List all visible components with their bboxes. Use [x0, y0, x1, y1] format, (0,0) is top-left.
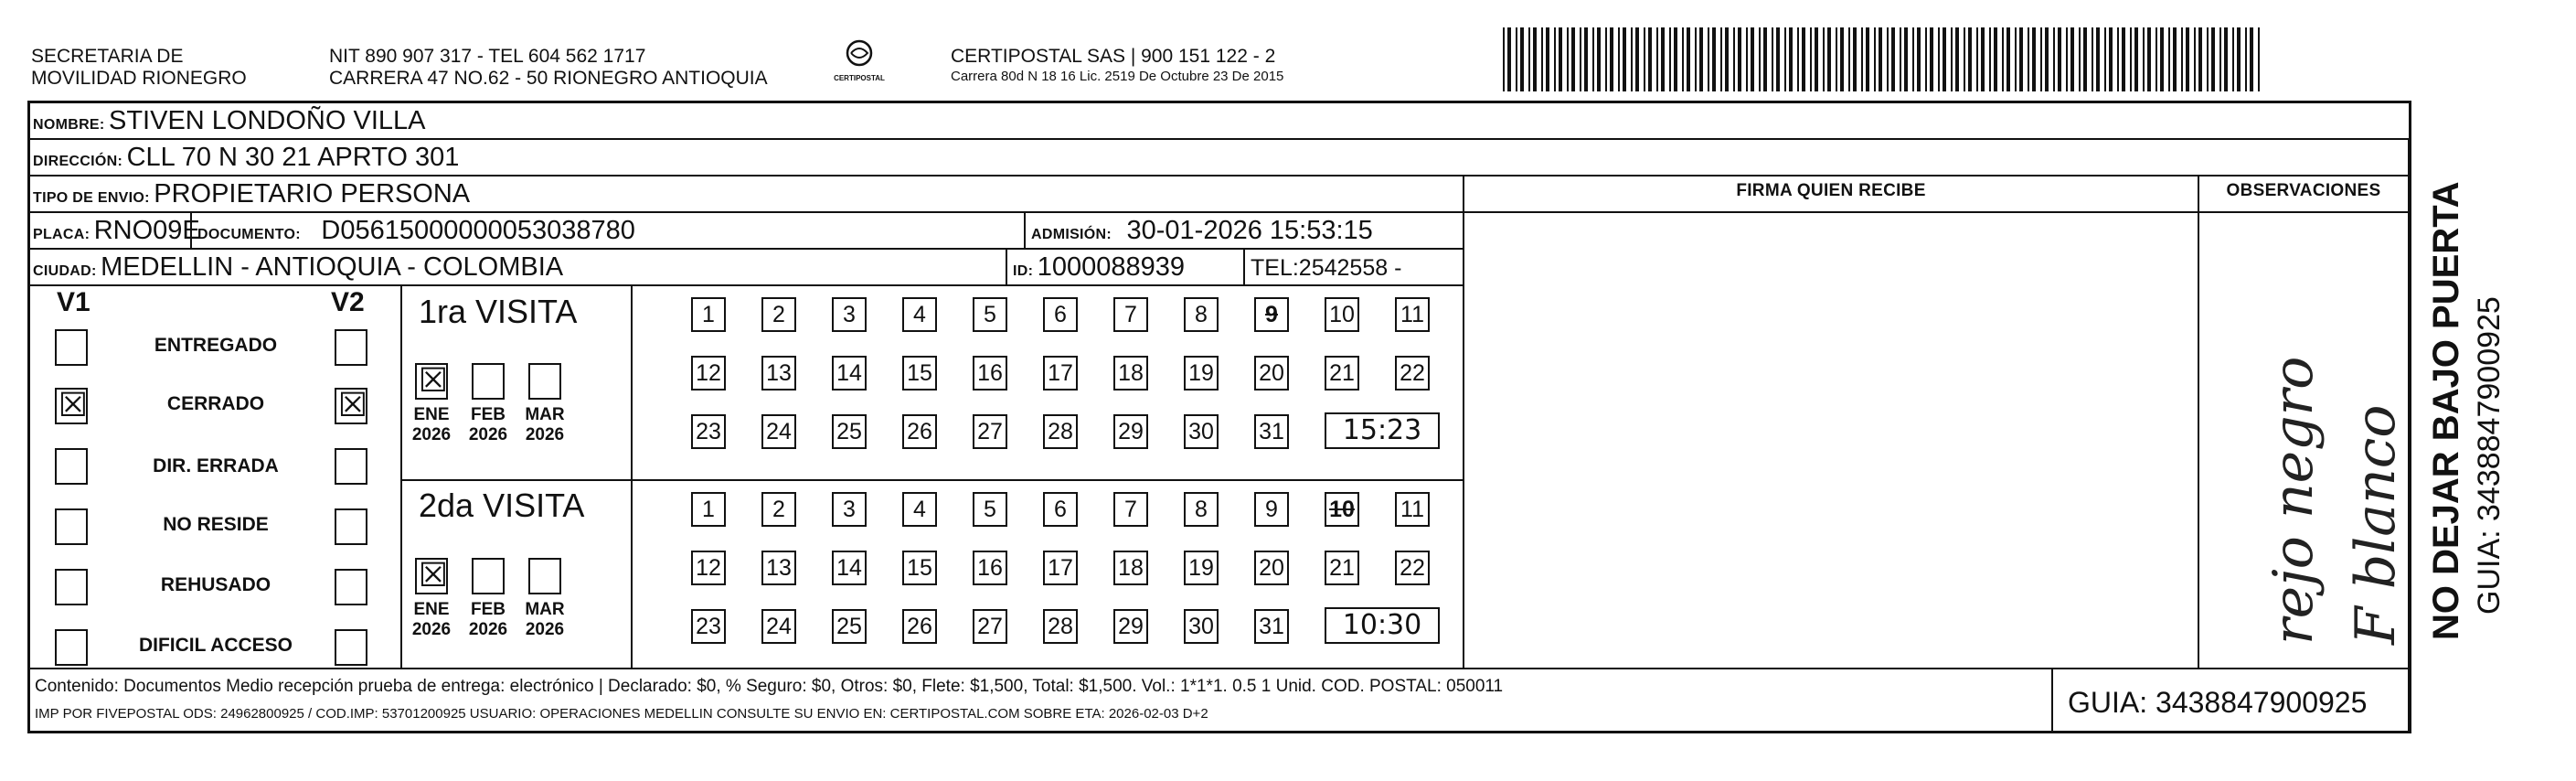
- documento-value: D05615000000053038780: [321, 216, 635, 245]
- barcode-bar: [1687, 27, 1690, 91]
- barcode-bar: [1661, 27, 1665, 91]
- status-label: REHUSADO: [160, 574, 271, 595]
- carrier-info: [951, 46, 1283, 85]
- nombre-value: STIVEN LONDOÑO VILLA: [109, 106, 426, 135]
- barcode-bar: [2122, 27, 2125, 91]
- no-dejar-warning: NO DEJAR BAJO PUERTA: [2426, 181, 2466, 640]
- barcode-bar: [1554, 27, 1556, 91]
- v2-status-checkbox[interactable]: [335, 329, 367, 366]
- direccion-row: [33, 143, 459, 173]
- visit2-day-box[interactable]: 2: [761, 492, 796, 527]
- barcode-bar: [1891, 27, 1895, 91]
- barcode-bar: [1951, 27, 1953, 91]
- tipo-envio-value: PROPIETARIO PERSONA: [154, 179, 471, 209]
- barcode-bar: [1904, 27, 1908, 91]
- visit1-day-box[interactable]: 5: [973, 297, 1007, 332]
- id-field: [1013, 252, 1185, 283]
- visit2-day-box[interactable]: 20: [1254, 551, 1289, 585]
- visit2-month-label: [517, 600, 572, 640]
- visit1-day-box[interactable]: 21: [1325, 356, 1359, 390]
- barcode-bar: [2028, 27, 2029, 91]
- barcode-bar: [1789, 27, 1793, 91]
- month-name: FEB: [471, 405, 506, 424]
- barcode-bar: [2186, 27, 2189, 91]
- visit1-day-box[interactable]: 27: [973, 414, 1007, 449]
- visit2-day-box[interactable]: 1: [691, 492, 726, 527]
- barcode-bar: [1520, 27, 1524, 91]
- barcode-bar: [1802, 27, 1805, 91]
- visit1-day-box[interactable]: 2: [761, 297, 796, 332]
- ciudad-value: MEDELLIN - ANTIOQUIA - COLOMBIA: [101, 252, 564, 282]
- barcode-bar: [1644, 27, 1645, 91]
- visit2-day-box[interactable]: 5: [973, 492, 1007, 527]
- barcode-bar: [1981, 27, 1985, 91]
- visit2-day-box[interactable]: 28: [1043, 609, 1078, 644]
- barcode-bar: [1994, 27, 1997, 91]
- barcode-bar: [1567, 27, 1569, 91]
- barcode-bar: [2156, 27, 2157, 91]
- tipo-envio-label: TIPO DE ENVIO:: [33, 190, 150, 206]
- visit1-day-box[interactable]: 20: [1254, 356, 1289, 390]
- visit2-day-box[interactable]: 29: [1113, 609, 1148, 644]
- visit1-day-box[interactable]: 6: [1043, 297, 1078, 332]
- visit2-day-box[interactable]: 12: [691, 551, 726, 585]
- visit2-month-checkbox[interactable]: [528, 558, 561, 594]
- barcode-bar: [2198, 27, 2202, 91]
- barcode-bar: [1955, 27, 1959, 91]
- barcode-bar: [1546, 27, 1549, 91]
- barcode-bar: [1669, 27, 1671, 91]
- barcode-bar: [1751, 27, 1754, 91]
- barcode-bar: [2219, 27, 2221, 91]
- barcode-bar: [2109, 27, 2113, 91]
- visit1-month-label: [517, 405, 572, 445]
- barcode-bar: [1592, 27, 1594, 91]
- placa-field: [33, 216, 200, 246]
- visit1-day-box[interactable]: 17: [1043, 356, 1078, 390]
- sender-name-line-2: MOVILIDAD RIONEGRO: [31, 68, 247, 89]
- barcode-bar: [2224, 27, 2228, 91]
- direccion-value: CLL 70 N 30 21 APRTO 301: [126, 143, 460, 172]
- barcode-bar: [1738, 27, 1741, 91]
- handwritten-observation-2: F blanco: [2344, 404, 2408, 645]
- sender-address: CARRERA 47 NO.62 - 50 RIONEGRO ANTIOQUIA: [329, 68, 768, 89]
- barcode-bar: [1648, 27, 1652, 91]
- visit1-month-label: [461, 405, 516, 445]
- barcode-bar: [1874, 27, 1876, 91]
- visit1-month-checkbox[interactable]: [472, 363, 505, 400]
- visit2-day-box[interactable]: 8: [1184, 492, 1219, 527]
- barcode-bar: [1810, 27, 1812, 91]
- visit2-day-box[interactable]: 21: [1325, 551, 1359, 585]
- placa-label: PLACA:: [33, 227, 90, 242]
- barcode-bar: [2130, 27, 2132, 91]
- v1-status-checkbox[interactable]: [55, 388, 88, 424]
- barcode-bar: [1528, 27, 1530, 91]
- barcode-bar: [1848, 27, 1850, 91]
- barcode-bar: [1682, 27, 1684, 91]
- footer-guia: GUIA: 3438847900925: [2068, 686, 2368, 719]
- barcode-bar: [2015, 27, 2017, 91]
- barcode-bar: [1759, 27, 1761, 91]
- v2-header: V2: [331, 287, 365, 317]
- sender-name: [31, 46, 247, 90]
- visit1-day-box[interactable]: 24: [761, 414, 796, 449]
- visit2-day-box[interactable]: 27: [973, 609, 1007, 644]
- barcode-bar: [2053, 27, 2055, 91]
- visit2-month-checkbox[interactable]: [472, 558, 505, 594]
- visit1-day-box[interactable]: 19: [1184, 356, 1219, 390]
- visit1-day-box[interactable]: 30: [1184, 414, 1219, 449]
- footer-imp: IMP POR FIVEPOSTAL ODS: 24962800925 / COD.IMP: 53701200925 USUARIO: OPERACIONES MEDELLIN CONSULTE SU ENVIO EN: CERTIPOSTAL.COM SOBRE ETA: 2026-02-03 D+2: [35, 706, 1208, 722]
- visit1-month-label: [404, 405, 459, 445]
- barcode-bar: [1930, 27, 1933, 91]
- v1-status-checkbox[interactable]: [55, 508, 88, 545]
- month-name: ENE: [413, 405, 450, 424]
- nombre-label: NOMBRE:: [33, 117, 105, 133]
- month-name: FEB: [471, 600, 506, 619]
- month-name: ENE: [413, 600, 450, 619]
- visit1-title: 1ra VISITA: [419, 293, 578, 330]
- visit1-day-box[interactable]: 26: [902, 414, 937, 449]
- visit2-month-checkbox[interactable]: [415, 558, 448, 594]
- barcode-bar: [2181, 27, 2183, 91]
- direccion-label: DIRECCIÓN:: [33, 154, 123, 169]
- ciudad-label: CIUDAD:: [33, 263, 97, 279]
- v2-status-checkbox[interactable]: [335, 569, 367, 605]
- barcode-bar: [1597, 27, 1601, 91]
- visit1-day-box[interactable]: 23: [691, 414, 726, 449]
- barcode-bar: [1656, 27, 1658, 91]
- visit2-day-box[interactable]: 26: [902, 609, 937, 644]
- barcode-bar: [2143, 27, 2145, 91]
- carrier-line: CERTIPOSTAL SAS | 900 151 122 - 2: [951, 46, 1276, 67]
- visit1-day-box[interactable]: 15: [902, 356, 937, 390]
- barcode: [1503, 27, 2271, 91]
- observaciones-header: OBSERVACIONES: [2226, 181, 2381, 200]
- visit1-day-box[interactable]: 29: [1113, 414, 1148, 449]
- visit1-day-box[interactable]: 10: [1325, 297, 1359, 332]
- visit1-day-box[interactable]: 8: [1184, 297, 1219, 332]
- barcode-bar: [1635, 27, 1639, 91]
- month-name: MAR: [525, 600, 565, 619]
- barcode-bar: [1964, 27, 1965, 91]
- barcode-bar: [2083, 27, 2087, 91]
- ciudad-field: [33, 252, 563, 283]
- firma-header: FIRMA QUIEN RECIBE: [1736, 181, 1926, 200]
- barcode-bar: [2002, 27, 2004, 91]
- barcode-bar: [2173, 27, 2177, 91]
- barcode-bar: [2134, 27, 2138, 91]
- barcode-bar: [1571, 27, 1575, 91]
- month-year: 2026: [468, 620, 508, 639]
- barcode-bar: [1708, 27, 1709, 91]
- month-name: MAR: [525, 405, 565, 424]
- visit2-day-box[interactable]: 18: [1113, 551, 1148, 585]
- logo-text: CERTIPOSTAL: [834, 74, 885, 82]
- barcode-bar: [1772, 27, 1773, 91]
- barcode-bar: [2066, 27, 2068, 91]
- visit2-day-box[interactable]: 25: [832, 609, 867, 644]
- footer-content: Contenido: Documentos Medio recepción prueba de entrega: electrónico | Declarado: $0, % Seguro: $0, Otros: $0, Flete: $1,500, Total: $1,500. Vol.: 1*1*1. 0.5 1 Unid. COD. POSTAL: 050011: [35, 677, 1504, 696]
- visit2-day-box[interactable]: 24: [761, 609, 796, 644]
- barcode-bar: [1815, 27, 1818, 91]
- barcode-bar: [1533, 27, 1537, 91]
- barcode-bar: [1887, 27, 1889, 91]
- barcode-bar: [1900, 27, 1901, 91]
- signature-area[interactable]: [1464, 211, 2198, 668]
- barcode-bar: [1776, 27, 1780, 91]
- barcode-bar: [1674, 27, 1677, 91]
- barcode-bar: [2147, 27, 2151, 91]
- status-label: CERRADO: [166, 393, 265, 414]
- v1-status-checkbox[interactable]: [55, 629, 88, 666]
- visit1-time-box[interactable]: 15:23: [1325, 412, 1440, 449]
- barcode-bar: [1725, 27, 1729, 91]
- visit1-day-box[interactable]: 25: [832, 414, 867, 449]
- barcode-bar: [1763, 27, 1767, 91]
- v2-check-mark: ☒: [337, 387, 368, 424]
- barcode-bar: [2168, 27, 2170, 91]
- barcode-bar: [1853, 27, 1857, 91]
- visit1-month-checkbox[interactable]: [415, 363, 448, 400]
- visit1-day-box[interactable]: 22: [1395, 356, 1430, 390]
- visit2-day-box[interactable]: 22: [1395, 551, 1430, 585]
- visit1-day-box[interactable]: 12: [691, 356, 726, 390]
- visit2-day-box[interactable]: 4: [902, 492, 937, 527]
- barcode-bar: [2007, 27, 2010, 91]
- barcode-bar: [2079, 27, 2081, 91]
- barcode-bar: [2096, 27, 2100, 91]
- visit2-month-label: [461, 600, 516, 640]
- barcode-bar: [1917, 27, 1921, 91]
- id-value: 1000088939: [1037, 252, 1185, 282]
- barcode-bar: [1712, 27, 1716, 91]
- barcode-bar: [1541, 27, 1543, 91]
- visit2-day-box[interactable]: 3: [832, 492, 867, 527]
- barcode-bar: [1879, 27, 1882, 91]
- barcode-bar: [2032, 27, 2036, 91]
- visit1-day-box[interactable]: 7: [1113, 297, 1148, 332]
- visit2-day-box[interactable]: 23: [691, 609, 726, 644]
- visit1-day-box[interactable]: 13: [761, 356, 796, 390]
- barcode-bar: [1925, 27, 1927, 91]
- visit1-day-box[interactable]: 4: [902, 297, 937, 332]
- visit2-month-label: [404, 600, 459, 640]
- visit1-month-checkbox[interactable]: [528, 363, 561, 400]
- visit2-day-box[interactable]: 14: [832, 551, 867, 585]
- visit2-day-box[interactable]: 17: [1043, 551, 1078, 585]
- barcode-bar: [2245, 27, 2247, 91]
- barcode-bar: [2194, 27, 2196, 91]
- month-check-mark: ☒: [418, 362, 449, 400]
- v2-status-checkbox[interactable]: [335, 448, 367, 485]
- v1-status-checkbox[interactable]: [55, 448, 88, 485]
- visit1-day-box[interactable]: 28: [1043, 414, 1078, 449]
- v2-status-checkbox[interactable]: [335, 388, 367, 424]
- barcode-bar: [1836, 27, 1837, 91]
- barcode-bar: [2040, 27, 2042, 91]
- barcode-bar: [1866, 27, 1869, 91]
- barcode-bar: [1976, 27, 1978, 91]
- v2-status-checkbox[interactable]: [335, 508, 367, 545]
- visit2-title: 2da VISITA: [419, 487, 585, 524]
- sender-info: [329, 46, 768, 90]
- visit2-day-box[interactable]: 31: [1254, 609, 1289, 644]
- barcode-bar: [1733, 27, 1735, 91]
- barcode-bar: [2019, 27, 2023, 91]
- barcode-bar: [1784, 27, 1786, 91]
- visit2-day-box[interactable]: 6: [1043, 492, 1078, 527]
- v1-status-checkbox[interactable]: [55, 569, 88, 605]
- documento-field: [197, 216, 635, 246]
- admision-value: 30-01-2026 15:53:15: [1126, 216, 1373, 245]
- barcode-bar: [2258, 27, 2260, 91]
- barcode-bar: [2207, 27, 2209, 91]
- visit2-day-box[interactable]: 19: [1184, 551, 1219, 585]
- barcode-bar: [1968, 27, 1972, 91]
- barcode-bar: [1695, 27, 1697, 91]
- visit2-day-box[interactable]: 11: [1395, 492, 1430, 527]
- v1-status-checkbox[interactable]: [55, 329, 88, 366]
- nombre-row: [33, 106, 426, 136]
- month-year: 2026: [468, 425, 508, 444]
- sender-name-line-1: SECRETARIA DE: [31, 46, 184, 67]
- logo-icon: [841, 38, 878, 70]
- barcode-bar: [2250, 27, 2253, 91]
- barcode-bar: [1797, 27, 1799, 91]
- visit1-day-box[interactable]: 16: [973, 356, 1007, 390]
- barcode-bar: [2092, 27, 2093, 91]
- visit2-day-box[interactable]: 7: [1113, 492, 1148, 527]
- visit1-day-box[interactable]: 3: [832, 297, 867, 332]
- barcode-bar: [1912, 27, 1914, 91]
- visit2-day-box[interactable]: 30: [1184, 609, 1219, 644]
- month-year: 2026: [525, 620, 565, 639]
- visit1-day-box[interactable]: 9: [1254, 297, 1289, 332]
- barcode-bar: [1584, 27, 1588, 91]
- carrier-sub: Carrera 80d N 18 16 Lic. 2519 De Octubre 23 De 2015: [951, 69, 1284, 84]
- handwritten-observation-1: rejo negro: [2262, 356, 2326, 645]
- barcode-bar: [2104, 27, 2106, 91]
- barcode-bar: [1823, 27, 1825, 91]
- visit2-day-box[interactable]: 13: [761, 551, 796, 585]
- barcode-bar: [2058, 27, 2061, 91]
- barcode-bar: [1580, 27, 1581, 91]
- barcode-bar: [2117, 27, 2119, 91]
- barcode-bar: [1938, 27, 1940, 91]
- visit2-day-box[interactable]: 10: [1325, 492, 1359, 527]
- visit1-day-box[interactable]: 11: [1395, 297, 1430, 332]
- barcode-bar: [1827, 27, 1831, 91]
- visit2-time-box[interactable]: 10:30: [1325, 607, 1440, 644]
- status-label: DIFICIL ACCESO: [138, 635, 293, 656]
- barcode-bar: [1861, 27, 1863, 91]
- barcode-bar: [2160, 27, 2164, 91]
- barcode-bar: [1618, 27, 1620, 91]
- visit1-day-box[interactable]: 1: [691, 297, 726, 332]
- tipo-envio-row: [33, 179, 470, 209]
- status-label: ENTREGADO: [154, 335, 278, 356]
- barcode-bar: [1605, 27, 1607, 91]
- barcode-bar: [2045, 27, 2049, 91]
- barcode-bar: [2237, 27, 2241, 91]
- admision-field: [1031, 216, 1373, 246]
- v1-check-mark: ☒: [58, 387, 89, 424]
- barcode-bar: [1943, 27, 1946, 91]
- v1-header: V1: [57, 287, 90, 317]
- barcode-bar: [1610, 27, 1613, 91]
- barcode-bar: [1503, 27, 1505, 91]
- documento-label: DOCUMENTO:: [197, 227, 301, 242]
- side-guia: GUIA: 3438847900925: [2472, 296, 2507, 615]
- visit2-day-box[interactable]: 15: [902, 551, 937, 585]
- id-label: ID:: [1013, 263, 1034, 279]
- barcode-bar: [1989, 27, 1991, 91]
- nit-line: NIT 890 907 317 - TEL 604 562 1717: [329, 46, 646, 67]
- certipostal-logo: [834, 38, 885, 82]
- barcode-bar: [1840, 27, 1844, 91]
- month-year: 2026: [411, 425, 452, 444]
- month-year: 2026: [411, 620, 452, 639]
- barcode-bar: [2211, 27, 2215, 91]
- barcode-bar: [1623, 27, 1626, 91]
- placa-value: RNO09E: [93, 216, 200, 245]
- admision-label: ADMISIÓN:: [1031, 227, 1112, 242]
- month-year: 2026: [525, 425, 565, 444]
- visit2-day-box[interactable]: 9: [1254, 492, 1289, 527]
- barcode-bar: [2070, 27, 2074, 91]
- visit2-day-box[interactable]: 16: [973, 551, 1007, 585]
- barcode-bar: [1746, 27, 1748, 91]
- barcode-bar: [2232, 27, 2234, 91]
- month-check-mark: ☒: [418, 557, 449, 594]
- barcode-bar: [1699, 27, 1703, 91]
- status-label: NO RESIDE: [163, 514, 269, 535]
- barcode-bar: [1720, 27, 1722, 91]
- v2-status-checkbox[interactable]: [335, 629, 367, 666]
- tel-value: TEL:2542558 -: [1251, 255, 1402, 281]
- visit1-day-box[interactable]: 18: [1113, 356, 1148, 390]
- barcode-bar: [1631, 27, 1633, 91]
- barcode-bar: [1559, 27, 1562, 91]
- barcode-bar: [1516, 27, 1517, 91]
- status-label: DIR. ERRADA: [153, 455, 279, 476]
- barcode-bar: [1507, 27, 1511, 91]
- visit1-day-box[interactable]: 14: [832, 356, 867, 390]
- visit1-day-box[interactable]: 31: [1254, 414, 1289, 449]
